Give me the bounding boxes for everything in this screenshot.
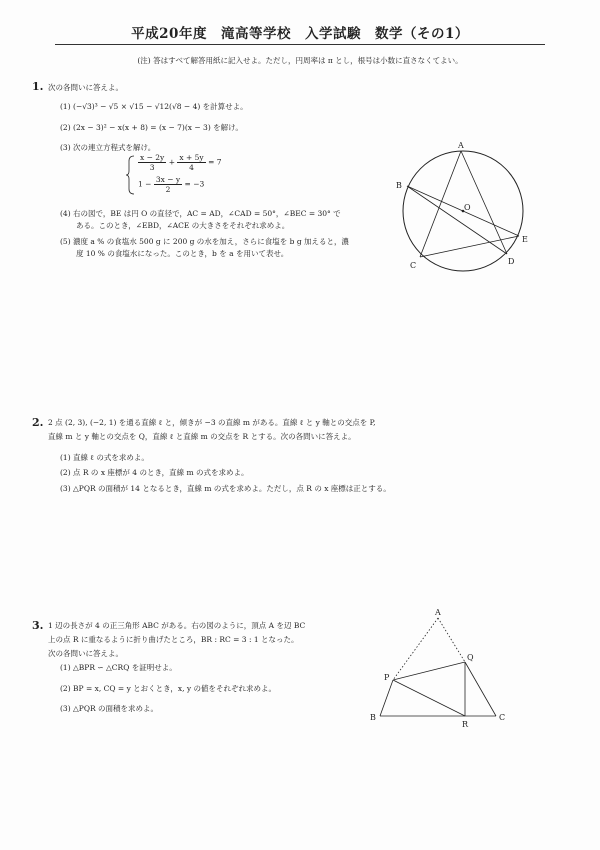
q2-item-3	[60, 483, 391, 495]
label-r: R	[462, 720, 469, 729]
system-eq-2	[138, 175, 204, 194]
segment-ac	[420, 151, 461, 257]
q3-line-3: 次の各問いに答えよ。	[48, 649, 123, 658]
q1-item-1	[60, 101, 248, 113]
segment-bp	[380, 680, 393, 716]
item-text-cont: ある。このとき，∠EBD，∠ACE の大きさをそれぞれ求めよ。	[76, 221, 290, 230]
segment-aq-dotted	[438, 618, 465, 662]
q1-item-5	[60, 236, 349, 260]
rhs: = −3	[184, 179, 205, 189]
fraction	[138, 153, 166, 172]
item-text: BP = x, CQ = y とおくとき，x, y の値をそれぞれ求めよ。	[73, 684, 277, 693]
q3-item-2	[60, 683, 276, 695]
item-label: (1)	[60, 453, 71, 462]
item-text: △BPR ∽ △CRQ を証明せよ。	[73, 663, 177, 672]
segment-qc	[465, 662, 496, 716]
item-label: (2)	[60, 468, 71, 477]
fraction	[177, 153, 205, 172]
item-text: 点 R の x 座標が 4 のとき，直線 m の式を求めよ。	[73, 468, 249, 477]
item-label: (4)	[60, 209, 71, 218]
item-label: (5)	[60, 237, 71, 246]
q3-statement	[48, 619, 305, 661]
page-title: 平成20年度 滝高等学校 入学試験 数学（その1）	[131, 26, 469, 42]
q3-line-2: 上の点 R に重なるように折り曲げたところ，BR : RC = 3 : 1 となった。	[48, 635, 299, 644]
q2-line-2: 直線 m と y 軸との交点を Q，直線 ℓ と直線 m の交点を R とする。次の各問いに答えよ。	[48, 432, 356, 441]
system-eq-1	[138, 153, 222, 172]
q2-statement	[48, 416, 376, 444]
segment-pr	[393, 680, 465, 716]
lead: 1 −	[138, 179, 152, 189]
item-label: (3)	[60, 704, 71, 713]
item-label: (3)	[60, 484, 71, 493]
segment-ce	[420, 236, 519, 257]
item-text: △PQR の面積を求めよ。	[73, 704, 159, 713]
q2-item-1	[60, 452, 149, 464]
segment-pq	[393, 662, 465, 680]
label-b: B	[396, 181, 402, 190]
item-text: 濃度 a % の食塩水 500 g に 200 g の水を加え，さらに食塩を b g 加えると，濃	[73, 237, 350, 246]
item-text-cont: 度 10 % の食塩水になった。このとき，b を a を用いて表せ。	[76, 249, 289, 258]
numerator: 3x − y	[155, 175, 181, 184]
q2-line-1: 2 点 (2, 3), (−2, 1) を通る直線 ℓ と，傾きが −3 の直線 m がある。直線 ℓ と y 軸との交点を P,	[48, 418, 376, 427]
instructions-note: (注) 答はすべて解答用紙に記入せよ。ただし，円周率は π とし，根号は小数に直さなくてよい。	[137, 56, 463, 65]
q3-item-1	[60, 662, 177, 674]
q1-circle-figure	[390, 140, 540, 280]
q3-number: 3.	[32, 619, 44, 632]
label-q: Q	[467, 653, 474, 662]
numerator: x + 5y	[179, 153, 204, 162]
q1-number: 1.	[32, 80, 44, 93]
label-b: B	[370, 713, 376, 722]
item-text: 次の連立方程式を解け。	[73, 143, 156, 152]
triangle-lines	[380, 618, 496, 716]
label-p: P	[384, 673, 390, 682]
numerator: x − 2y	[140, 153, 165, 162]
item-label: (2)	[60, 123, 71, 132]
brace-shape	[126, 155, 136, 195]
item-text: △PQR の面積が 14 となるとき，直線 m の式を求めよ。ただし，点 R の x 座標は正とする。	[73, 484, 391, 493]
title-divider	[55, 44, 545, 45]
q3-line-1: 1 辺の長さが 4 の正三角形 ABC がある。右の図のように，頂点 A を辺 BC	[48, 621, 306, 630]
rhs: = 7	[208, 157, 222, 167]
q3-item-3	[60, 703, 158, 715]
item-text: 直線 ℓ の式を求めよ。	[73, 453, 149, 462]
system-brace	[126, 155, 136, 195]
q2-number: 2.	[32, 416, 44, 429]
label-a: A	[435, 608, 441, 617]
denominator: 2	[165, 185, 171, 194]
label-o: O	[464, 203, 471, 212]
label-a: A	[458, 141, 464, 150]
plus-sign: +	[168, 157, 175, 167]
denominator: 3	[149, 163, 155, 172]
q3-triangle-figure	[368, 606, 508, 736]
item-text: 右の図で，BE は円 O の直径で，AC = AD，∠CAD = 50°，∠BEC = 30° で	[73, 209, 341, 218]
item-label: (1)	[60, 663, 71, 672]
item-label: (2)	[60, 684, 71, 693]
fraction	[154, 175, 182, 194]
item-label: (1)	[60, 102, 71, 111]
label-c: C	[410, 261, 417, 270]
q2-item-2	[60, 467, 249, 479]
item-text: (−√3)³ − √5 × √15 − √12(√8 − 4) を計算せよ。	[73, 102, 248, 111]
label-e: E	[522, 235, 528, 244]
figure-segments	[407, 151, 519, 257]
item-label: (3)	[60, 143, 71, 152]
q1-item-2	[60, 122, 243, 134]
label-c: C	[499, 713, 506, 722]
item-text: (2x − 3)² − x(x + 8) = (x − 7)(x − 3) を解け。	[73, 123, 243, 132]
label-d: D	[508, 257, 515, 266]
q1-intro: 次の各問いに答えよ。	[48, 83, 123, 92]
denominator: 4	[189, 163, 194, 172]
q1-item-4	[60, 208, 341, 232]
